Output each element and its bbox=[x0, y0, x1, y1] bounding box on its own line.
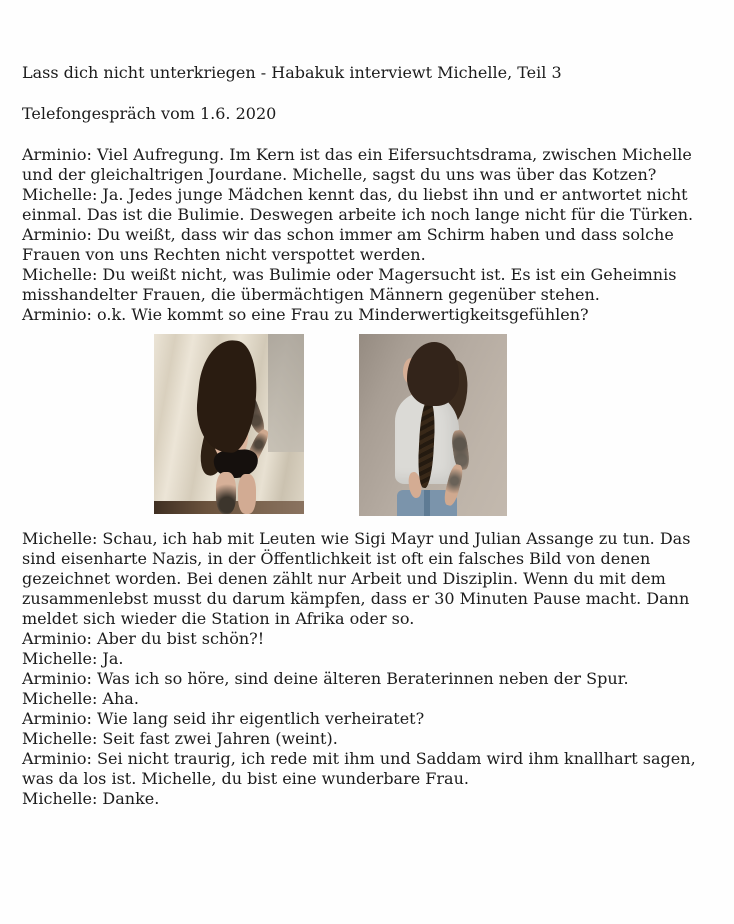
photo-michelle-lingerie bbox=[154, 334, 304, 514]
dialogue-block-2 bbox=[22, 529, 718, 809]
document-title: Lass dich nicht unterkriegen - Habakuk interviewt Michelle, Teil 3 bbox=[22, 63, 562, 82]
dialogue-turn: Michelle: Seit fast zwei Jahren (weint). bbox=[22, 729, 338, 748]
dialogue-turn: Michelle: Schau, ich hab mit Leuten wie Sigi Mayr und Julian Assange zu tun. Das sind eisenharte Nazis, in der Öffentlichkeit ist oft ein falsches Bild von denen gezeichnet worden. Bei denen zählt nur Arbeit und Disziplin. Wenn du mit dem zusammenlebst musst du darum kämpfen, dass er 30 Minuten Pause macht. Dann meldet sich wieder die Station in Afrika oder so. bbox=[22, 529, 691, 628]
thigh bbox=[238, 474, 256, 514]
dialogue-turn: Michelle: Du weißt nicht, was Bulimie oder Magersucht ist. Es ist ein Geheimnis misshandelter Frauen, die übermächtigen Männern gegenüber stehen. bbox=[22, 265, 677, 304]
photo-row bbox=[22, 334, 718, 516]
date-line: Telefongespräch vom 1.6. 2020 bbox=[22, 104, 277, 123]
dialogue-turn: Arminio: Sei nicht traurig, ich rede mit ihm und Saddam wird ihm knallhart sagen, was da los ist. Michelle, du bist eine wunderbare Frau. bbox=[22, 749, 696, 788]
dialogue-turn: Arminio: Aber du bist schön?! bbox=[22, 629, 265, 648]
dialogue-block-1 bbox=[22, 145, 718, 325]
dialogue-turn: Michelle: Ja. bbox=[22, 649, 124, 668]
gray-curtain-backdrop bbox=[268, 334, 304, 452]
photo-michelle-tshirt bbox=[359, 334, 507, 516]
dialogue-turn: Arminio: Wie lang seid ihr eigentlich verheiratet? bbox=[22, 709, 425, 728]
thigh-with-tattoo bbox=[216, 472, 236, 514]
dialogue-turn: Arminio: Viel Aufregung. Im Kern ist das ein Eifersuchtsdrama, zwischen Michelle und der gleichaltrigen Jourdane. Michelle, sagst du uns was über das Kotzen? bbox=[22, 145, 692, 184]
dialogue-turn: Arminio: o.k. Wie kommt so eine Frau zu Minderwertigkeitsgefühlen? bbox=[22, 305, 589, 324]
dark-hair-top bbox=[407, 342, 459, 406]
dialogue-turn: Michelle: Ja. Jedes junge Mädchen kennt das, du liebst ihn und er antwortet nicht einmal. Das ist die Bulimie. Deswegen arbeite ich noch lange nicht für die Türken. bbox=[22, 185, 694, 224]
dialogue-turn: Arminio: Was ich so höre, sind deine älteren Beraterinnen neben der Spur. bbox=[22, 669, 629, 688]
dialogue-turn: Arminio: Du weißt, dass wir das schon immer am Schirm haben und dass solche Frauen von uns Rechten nicht verspottet werden. bbox=[22, 225, 674, 264]
dialogue-turn: Michelle: Aha. bbox=[22, 689, 139, 708]
dialogue-turn: Michelle: Danke. bbox=[22, 789, 160, 808]
